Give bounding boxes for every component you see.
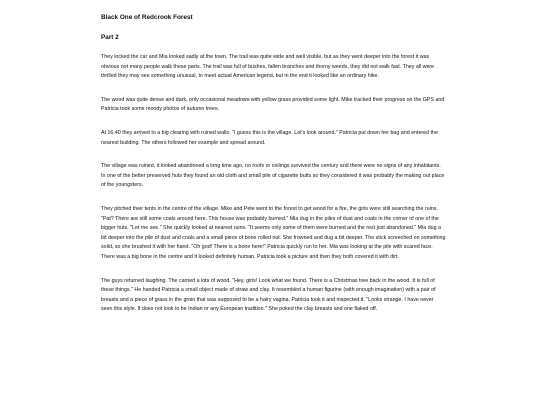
- paragraph: They locked the car and Mia looked sadly at the town. The trail was quite wide and well visible, but as they went deeper into the forest it was obvious not many people walk these parts. The trail was full of bushes, fallen branches and thorny weeds, they did not walk fast. They all were thrilled they may see something unusual, to meet actual American legend, but in the end it looked like an ordinary hike.: [101, 54, 435, 80]
- paragraph: The guys returned laughing. The carried a lots of wood. "Hey, girls! Look what we found. There is a Christmas tree back in the wood. It is full of these things." He handed Patricia a small object made of straw and clay. It resembled a human figurine (with enough imagination) with a pair of breasts and a piece of grass in the groin that was supposed to be a hairy vagina. Patricia took it and inspected it. "Looks strange. I have never seen this style. It does not look to be Indian or any European tradition." She poked the clay breasts and one flaked off.: [101, 277, 436, 313]
- chapter-heading: Part 2: [101, 34, 119, 41]
- paragraph: They pitched their tents in the centre of the village. Mike and Pete went to the forest to get wood for a fire, the girls were still searching the ruins. "Pat? There are still some coals around here. This house was probably burned." Mia dug in the piles of dust and coals in the corner of one of the bigger huts. "Let me see." She quickly looked at nearest ruins. "It seems only some of them were burned and the rest just abandoned." Mia dug a bit deeper into the pile of dust and coals and a small piece of bone rolled out. She frowned and dug a bit deeper. The stick screeched on something solid, so she brushed it with her hand. "Oh god! There is a bone here!" Patricia quickly run to her. Mia was looking at the pile with scared face. There was a big bone in the centre and it looked definitely human. Patricia took a picture and then they both covered it with dirt.: [101, 205, 446, 260]
- document-title: Black One of Redcrook Forest: [101, 14, 193, 21]
- paragraph: The wood was quite dense and dark, only occasional meadows with yellow grass provided some light. Mike tracked their progress on the GPS and Patricia took some moody photos of autumn trees.: [101, 96, 445, 113]
- paragraph: The village was ruined, it looked abandoned a long time ago, no roofs or ceilings survived the century and there were no signs of any inhabitants. In one of the better preserved huts they found an old cloth and small pile of cigarette butts so they considered it was probably the making out place of the youngsters.: [101, 163, 445, 189]
- paragraph: At 16:40 they arrived to a big clearing with ruined walls. "I guess this is the village. Let's look around." Patricia put down her bag and entered the nearest building. The others followed her example and spread around.: [101, 129, 438, 146]
- document-page: [101, 14, 446, 329]
